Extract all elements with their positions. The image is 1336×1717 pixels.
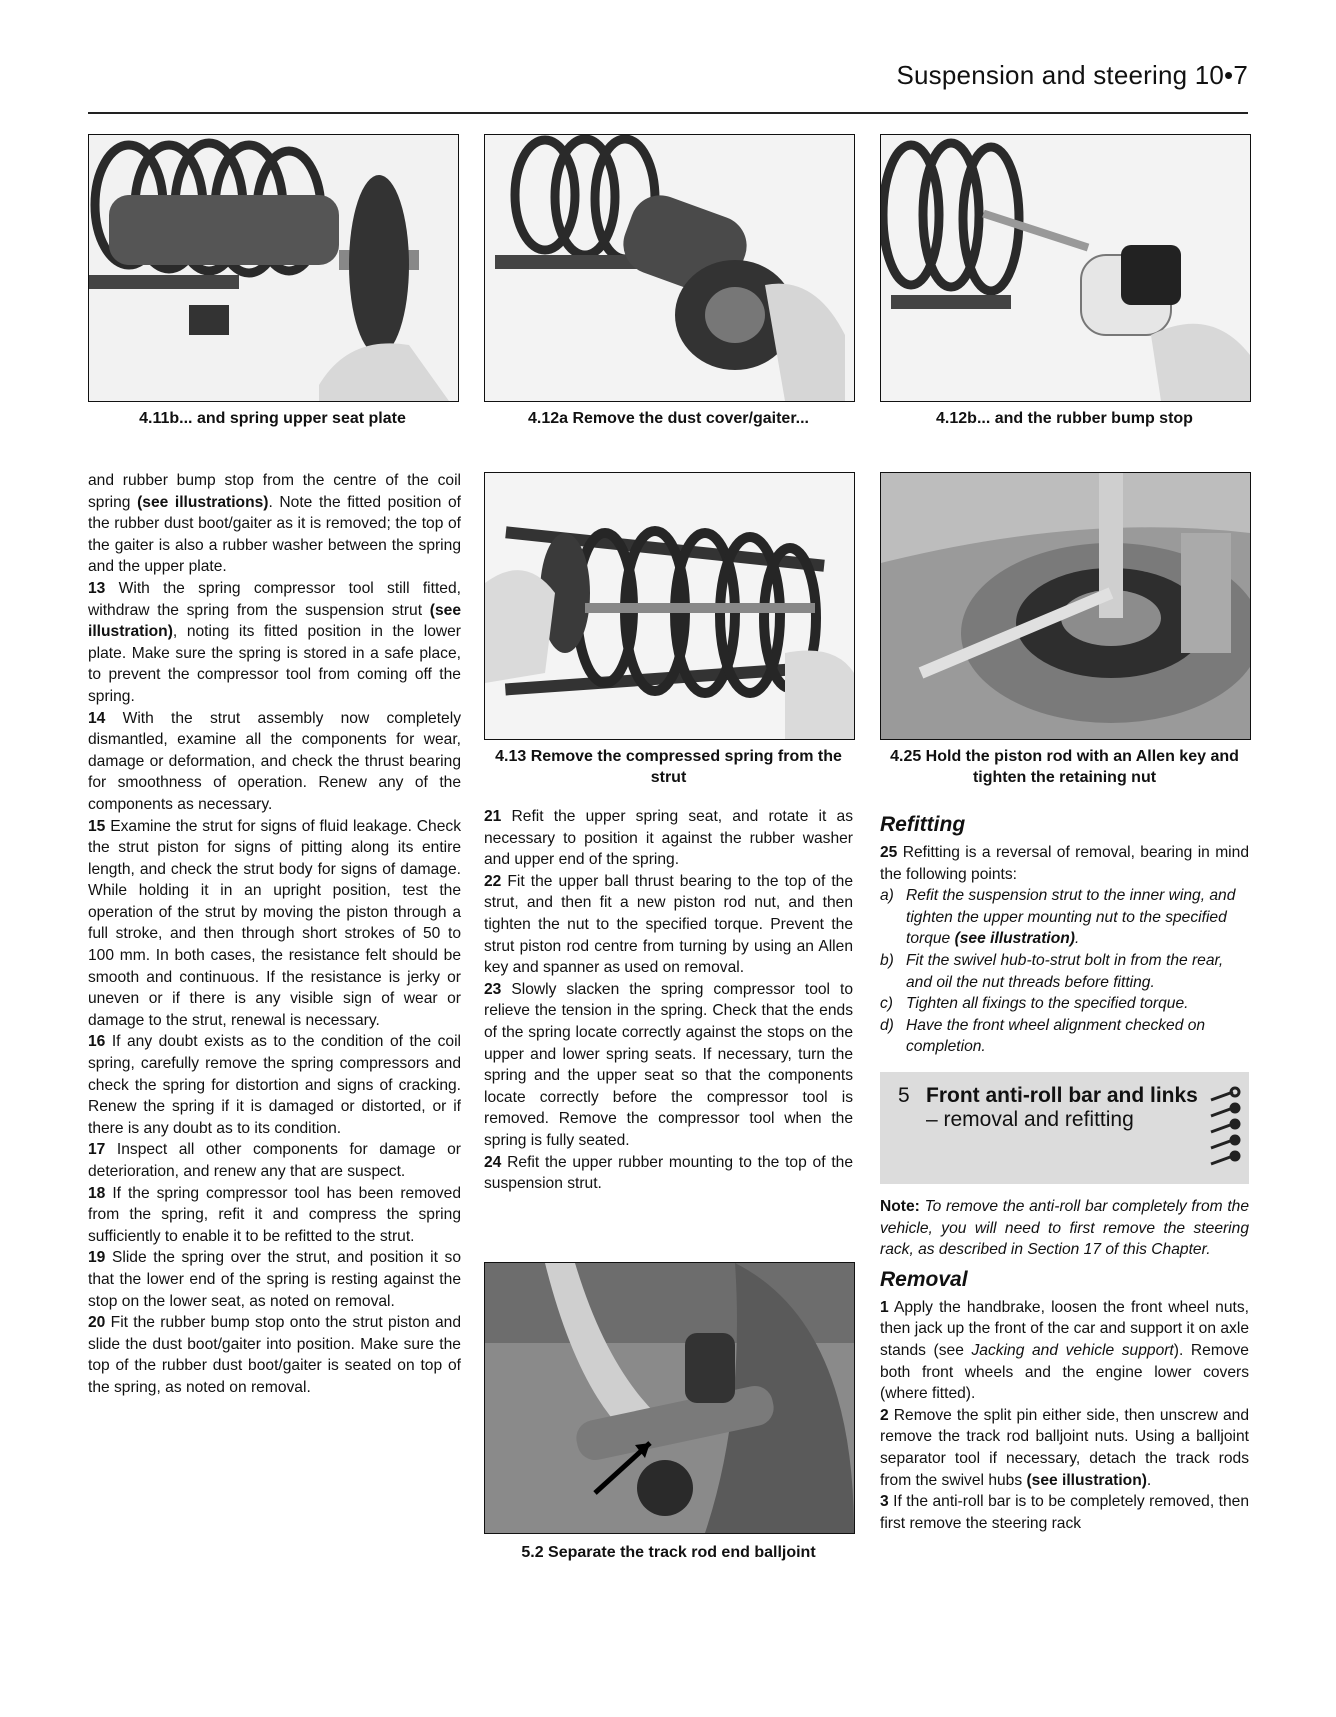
photo-4-11b [88,134,459,402]
step-number: 23 [484,980,502,998]
paragraph-15 [88,816,461,1032]
text: Inspect all other components for damage or deterioration, and renew any that are suspect. [88,1141,461,1180]
list-text-tail: . [1075,930,1080,948]
step-number: 18 [88,1184,106,1202]
step-number: 21 [484,808,502,825]
column-3-text-lower [880,1196,1249,1534]
paragraph-1 [880,1297,1249,1405]
caption-4-11b: 4.11b... and spring upper seat plate [139,410,406,427]
text: Refitting is a reversal of removal, bearing in mind the following points: [880,844,1249,883]
removal-heading: Removal [880,1267,968,1291]
list-letter: d) [880,1016,894,1034]
text: Slowly slacken the spring compressor tool to relieve the tension in the spring. Check that the ends of the spring locate correctly against the stops on the upper and lower spring seats. If necessary, turn the spring and the upper seat so that the components locate correctly before the compressor tool is removed. Remove the compressor tool when the spring is fully seated. [484,980,853,1149]
paragraph-14 [88,708,461,816]
section-5-header [880,1072,1249,1184]
text: , noting its fitted position in the lower plate. Make sure the spring is stored in a safe place, to prevent the compressor tool from coming off the spring. [88,623,461,705]
page-title: Suspension and steering 10•7 [896,60,1248,90]
column-3-text [880,806,1249,1058]
list-text: Tighten all fixings to the specified torque. [906,995,1189,1013]
step-number: 19 [88,1249,106,1267]
text: Slide the spring over the strut, and position it so that the lower end of the spring is resting against the stop on the lower seat, as noted on removal. [88,1249,461,1310]
paragraph-12-continued [88,470,461,578]
see-illustration-ref: (see illustration) [954,930,1076,948]
paragraph-24 [484,1152,853,1195]
text: . [1146,1471,1152,1489]
text: With the spring compressor tool still fitted, withdraw the spring from the suspension strut [88,579,461,619]
text: Refit the upper spring seat, and rotate it as necessary to position it against the rubber washer and upper end of the spring. [484,808,853,869]
paragraph-20 [88,1312,461,1398]
header-rule [88,112,1248,114]
column-2-text [484,806,853,1195]
refitting-heading: Refitting [880,813,966,836]
paragraph-16 [88,1031,461,1139]
caption-5-2: 5.2 Separate the track rod end balljoint [521,1544,816,1561]
page-header [88,58,1248,114]
text: If the spring compressor tool has been removed from the spring, refit it and compress the spring sufficiently to enable it to be refitted to the strut. [88,1184,461,1245]
step-number: 13 [88,579,106,597]
see-illustration-ref: (see illustration) [88,601,461,641]
section-number: 5 [898,1084,910,1107]
photo-4-25 [880,472,1251,740]
text: Apply the handbrake, loosen the front wheel nuts, then jack up the front of the car and support it on axle stands (see [880,1298,1249,1359]
text: Examine the strut for signs of fluid leakage. Check the strut piston for signs of pitting along its entire length, and check the strut body for signs of damage. While holding it in an upright position, test the operation of the strut by moving the piston through a full stroke, and then through short strokes of 50 to 100 mm. In both cases, the resistance felt should be smooth and continuous. If the resistance is jerky or uneven or if there is any visible sign of wear or damage to the strut, renewal is necessary. [88,817,461,1029]
note-label: Note: [880,1198,920,1215]
step-number: 3 [880,1493,889,1511]
text: If any doubt exists as to the condition of the coil spring, carefully remove the spring compressors and check the spring for distortion and signs of cracking. Renew the spring if it is damaged or distorted, or if there is any doubt as to its condition. [88,1033,461,1137]
refitting-points-list [880,885,1249,1058]
text: and rubber bump stop from the centre of the coil spring [88,472,461,511]
photo-4-13 [484,472,855,740]
caption-4-12b: 4.12b... and the rubber bump stop [936,410,1193,427]
photo-4-12b [880,134,1251,402]
list-item [880,993,1249,1015]
list-letter: c) [880,995,893,1013]
text: If the anti-roll bar is to be completely removed, then first remove the steering rack [880,1493,1249,1532]
note-text: To remove the anti-roll bar completely from the vehicle, you will need to first remove the steering rack, as described in Section 17 of this Chapter. [880,1198,1249,1259]
text: Remove the split pin either side, then unscrew and remove the track rod balljoint nuts. Using a balljoint separator tool if necessary, detach the track rods from the swivel hubs [880,1406,1249,1489]
list-text: Have the front wheel alignment checked on completion. [906,1016,1206,1056]
list-item [880,950,1249,993]
column-1-text [88,470,461,1399]
caption-4-13: 4.13 Remove the compressed spring from the strut [495,748,842,786]
paragraph-25 [880,842,1249,885]
text: . Note the fitted position of the rubber dust boot/gaiter as it is removed; the top of the gaiter is also a rubber washer between the spring and the upper plate. [88,493,461,576]
text: ). Remove both front wheels and the engine lower covers (where fitted). [880,1341,1249,1403]
section-title-line2: – removal and refitting [926,1108,1134,1131]
text: Refit the upper rubber mounting to the top of the suspension strut. [484,1153,853,1193]
note-paragraph [880,1196,1249,1261]
caption-4-25: 4.25 Hold the piston rod with an Allen key and tighten the retaining nut [890,748,1239,786]
photo-5-2 [484,1262,855,1534]
step-number: 20 [88,1314,106,1332]
step-number: 24 [484,1153,502,1171]
difficulty-spanners-icon [1203,1086,1243,1170]
step-number: 25 [880,844,898,861]
paragraph-19 [88,1247,461,1312]
photo-4-12a [484,134,855,402]
paragraph-23 [484,979,853,1152]
text: Fit the upper ball thrust bearing to the top of the strut, and then fit a new piston rod nut, and then tighten the nut to the specified torque. Prevent the strut piston rod centre from turning by using an Allen key and spanner as used on removal. [484,872,853,977]
paragraph-18 [88,1183,461,1248]
text: With the strut assembly now completely dismantled, examine all the components for wear, damage or deformation, and check the thrust bearing for smoothness of operation. Renew any of the components as necessary. [88,709,461,813]
paragraph-22 [484,871,853,979]
step-number: 14 [88,709,106,727]
list-text: Refit the suspension strut to the inner wing, and tighten the upper mounting nut to the specified torque [906,887,1236,948]
step-number: 15 [88,817,106,835]
step-number: 2 [880,1406,889,1424]
jacking-reference: Jacking and vehicle support [971,1341,1174,1359]
paragraph-3 [880,1491,1249,1534]
list-text: Fit the swivel hub-to-strut bolt in from the rear, and oil the nut threads before fitting. [906,951,1224,991]
step-number: 22 [484,872,502,890]
list-letter: a) [880,887,894,905]
section-title-line1: Front anti-roll bar and links [926,1084,1198,1107]
paragraph-21 [484,806,853,871]
step-number: 17 [88,1141,106,1159]
step-number: 16 [88,1033,106,1051]
paragraph-2 [880,1405,1249,1491]
list-item [880,885,1249,950]
paragraph-17 [88,1139,461,1182]
see-illustration-ref: (see illustration) [1026,1471,1147,1489]
caption-4-12a: 4.12a Remove the dust cover/gaiter... [527,410,809,427]
paragraph-13 [88,578,461,708]
section-title [926,1084,1198,1132]
step-number: 1 [880,1298,889,1316]
list-letter: b) [880,951,894,969]
list-item [880,1015,1249,1058]
text: Fit the rubber bump stop onto the strut piston and slide the dust boot/gaiter into position. Make sure the top of the rubber dust boot/gaiter is seated on top of the spring, as noted on removal. [88,1314,461,1396]
see-illustrations-ref: (see illustrations) [137,493,269,511]
